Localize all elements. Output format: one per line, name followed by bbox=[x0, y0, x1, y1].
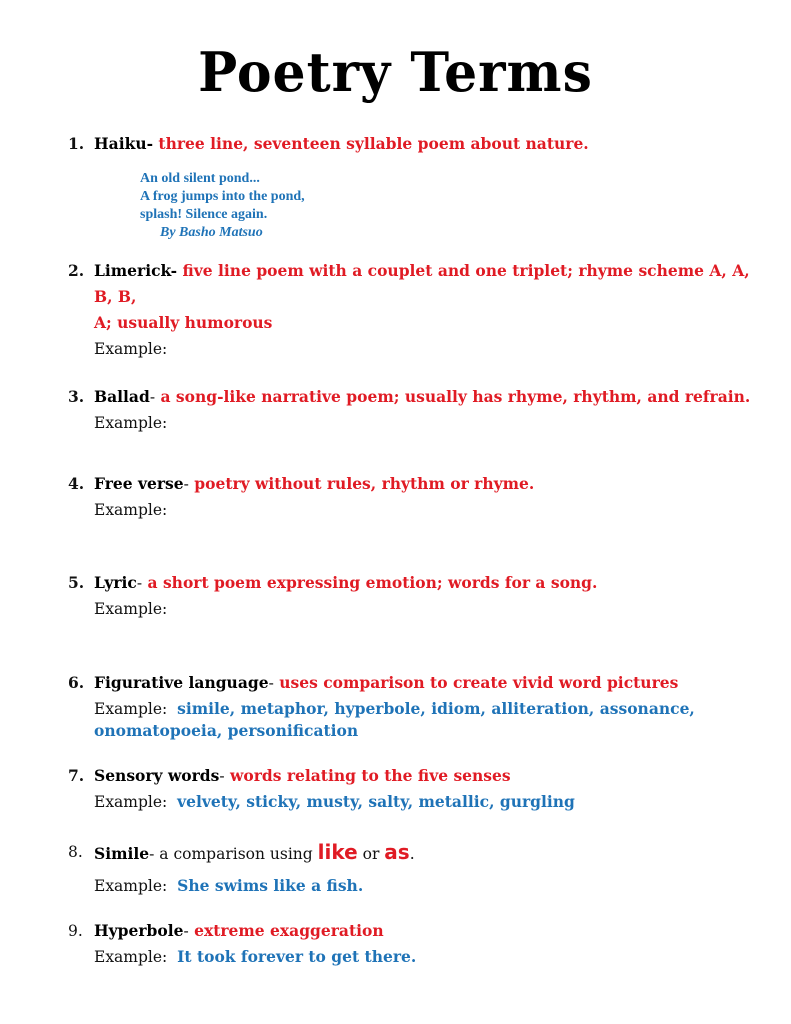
item-number: 7. bbox=[68, 766, 85, 785]
item-number: 1. bbox=[68, 134, 85, 153]
connector-or: or bbox=[357, 845, 385, 863]
example-label: Example: bbox=[94, 414, 168, 432]
example-value: She swims like a fish. bbox=[177, 876, 364, 895]
term-definition: a comparison using bbox=[154, 845, 318, 863]
term-simile bbox=[68, 839, 768, 899]
term-name: Figurative language bbox=[94, 673, 269, 692]
example-label: Example: bbox=[94, 793, 168, 811]
item-number: 6. bbox=[68, 673, 85, 692]
term-name: Hyperbole bbox=[94, 921, 184, 940]
example-label: Example: bbox=[94, 501, 168, 519]
term-definition: words relating to the five senses bbox=[224, 766, 511, 785]
example-label: Example: bbox=[94, 948, 168, 966]
item-number: 4. bbox=[68, 474, 85, 493]
term-dash: - bbox=[136, 574, 143, 592]
item-number: 8. bbox=[68, 843, 83, 861]
term-dash: - bbox=[268, 674, 274, 692]
term-limerick bbox=[68, 258, 768, 362]
emphasis-like: like bbox=[317, 840, 358, 864]
term-name: Limerick- bbox=[94, 261, 178, 280]
term-definition: uses comparison to create vivid word pictures bbox=[273, 673, 679, 692]
term-definition: extreme exaggeration bbox=[188, 921, 384, 940]
term-figurative-language bbox=[68, 670, 768, 740]
term-haiku bbox=[68, 131, 768, 157]
term-free-verse bbox=[68, 471, 768, 523]
term-name: Sensory words bbox=[94, 766, 220, 785]
page-title: Poetry Terms bbox=[198, 40, 593, 105]
example-label: Example: bbox=[94, 600, 168, 618]
term-lyric bbox=[68, 570, 768, 622]
poem-line: splash! Silence again. bbox=[140, 207, 268, 222]
term-end-period: . bbox=[409, 845, 415, 863]
item-number: 5. bbox=[68, 573, 85, 592]
term-name: Ballad bbox=[94, 387, 150, 406]
term-definition: poetry without rules, rhythm or rhyme. bbox=[188, 474, 535, 493]
term-dash: - bbox=[149, 388, 156, 406]
term-name: Free verse bbox=[94, 474, 184, 493]
term-definition: five line poem with a couplet and one triplet; rhyme scheme A, A, B, B, bbox=[94, 261, 750, 306]
term-hyperbole bbox=[68, 918, 768, 970]
item-number: 9. bbox=[68, 922, 83, 940]
haiku-poem bbox=[140, 170, 305, 242]
item-number: 3. bbox=[68, 387, 85, 406]
term-name: Lyric bbox=[94, 573, 137, 592]
term-ballad bbox=[68, 384, 768, 436]
example-value: velvety, sticky, musty, salty, metallic, gurgling bbox=[177, 792, 575, 811]
example-label: Example: bbox=[94, 700, 168, 718]
example-value: simile, metaphor, hyperbole, idiom, alliteration, assonance, bbox=[177, 699, 695, 718]
item-number: 2. bbox=[68, 261, 85, 280]
poem-author: By Basho Matsuo bbox=[160, 225, 263, 240]
term-name: Simile bbox=[94, 844, 150, 863]
term-name: Haiku- bbox=[94, 134, 154, 153]
term-dash: - bbox=[183, 922, 189, 940]
term-dash: - bbox=[219, 767, 225, 785]
term-sensory-words bbox=[68, 763, 768, 815]
example-label: Example: bbox=[94, 877, 168, 895]
term-dash: - bbox=[149, 845, 155, 863]
poem-line: An old silent pond... bbox=[140, 171, 260, 186]
example-label: Example: bbox=[94, 340, 168, 358]
example-value: It took forever to get there. bbox=[177, 947, 417, 966]
term-definition: three line, seventeen syllable poem about nature. bbox=[153, 134, 589, 153]
term-definition: a short poem expressing emotion; words for a song. bbox=[142, 573, 598, 592]
poem-line: A frog jumps into the pond, bbox=[140, 189, 305, 204]
term-dash: - bbox=[183, 475, 189, 493]
emphasis-as: as bbox=[384, 840, 410, 864]
term-definition-cont: A; usually humorous bbox=[94, 313, 273, 332]
example-value-cont: onomatopoeia, personification bbox=[94, 721, 359, 740]
term-definition: a song-like narrative poem; usually has rhyme, rhythm, and refrain. bbox=[155, 387, 751, 406]
